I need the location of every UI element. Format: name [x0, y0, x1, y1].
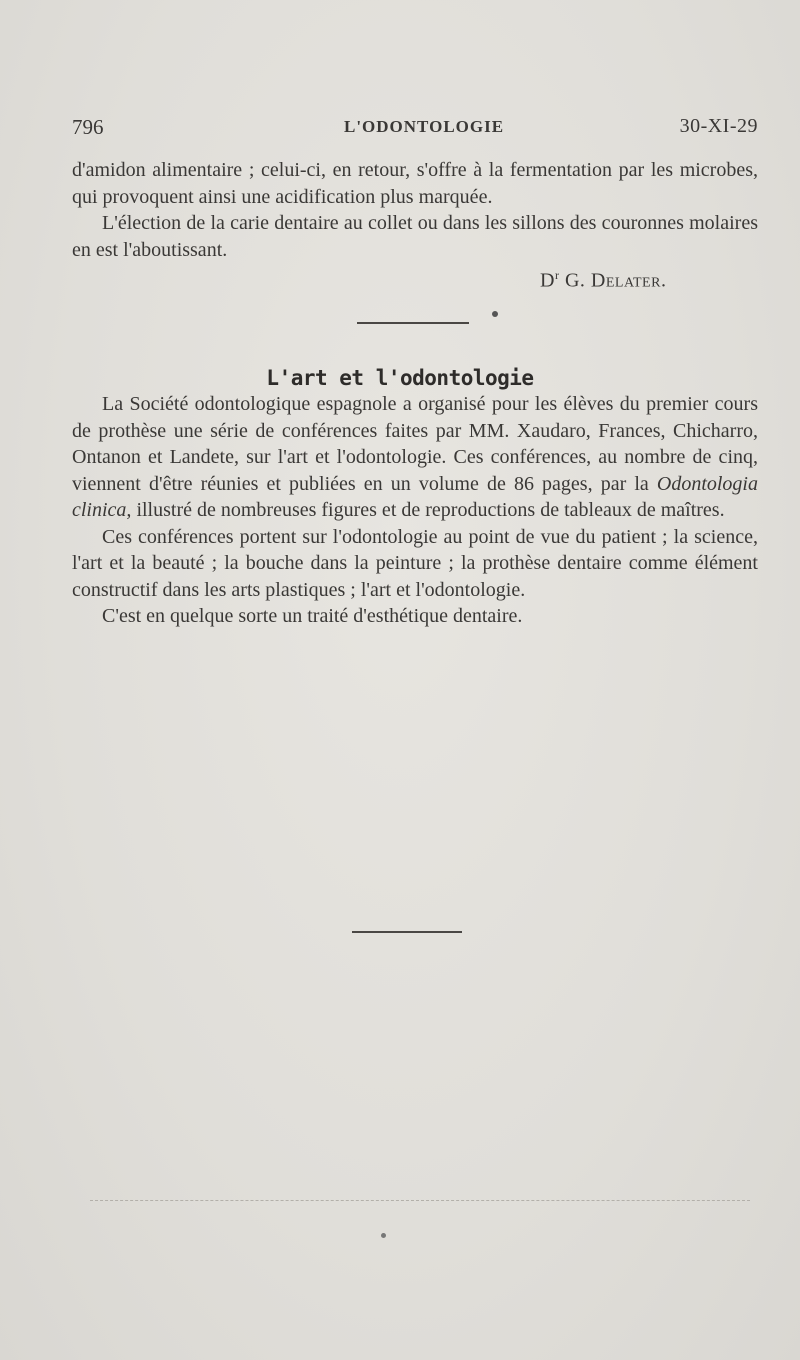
page-number: 796: [72, 115, 104, 139]
journal-title: L'ODONTOLOGIE: [344, 117, 505, 136]
signature-superscript: r: [554, 268, 560, 282]
section-divider: [357, 322, 469, 324]
paragraph: d'amidon alimentaire ; celui-ci, en retour, s'offre à la fermentation par les microbes, qui provoquent ainsi une acidification plus marquée.: [72, 159, 758, 208]
ink-speck: [492, 311, 498, 317]
author-signature: [540, 268, 666, 293]
publication-title: Odontologia clinica,: [72, 472, 758, 521]
issue-date: 30-XI-29: [679, 115, 758, 137]
article-title: L'art et l'odontologie: [266, 366, 534, 390]
signature-prefix: D: [540, 269, 555, 292]
paragraph-text: La Société odontologique espagnole a organisé pour les élèves du premier cours de prothèse une série de conférences faites par MM. Xaudaro, Frances, Chicharro, Ontanon et Landete, sur l'art et l'odontologie. Ces conférences, au nombre de cinq, viennent d'être réunies et publiées en un volume de 86 pages, par la: [72, 393, 758, 495]
ink-speck: [381, 1233, 386, 1238]
paragraph: L'élection de la carie dentaire au collet ou dans les sillons des couronnes molaires en est l'aboutissant.: [72, 212, 758, 261]
end-divider: [352, 931, 462, 933]
paragraph-text: illustré de nombreuses figures et de reproductions de tableaux de maîtres.: [131, 499, 725, 521]
paragraph: C'est en quelque sorte un traité d'esthétique dentaire.: [102, 605, 523, 627]
article-body: [72, 391, 758, 630]
previous-article-end: [72, 157, 758, 263]
signature-name: G. Delater.: [564, 269, 667, 292]
faint-rule: [90, 1200, 750, 1201]
paragraph: Ces conférences portent sur l'odontologie au point de vue du patient ; la science, l'art et la beauté ; la bouche dans la peinture ; la prothèse dentaire comme élément constructif dans les arts plastiques ; l'art et l'odontologie.: [72, 525, 758, 601]
running-header: [72, 115, 758, 145]
paragraph: [72, 391, 758, 524]
